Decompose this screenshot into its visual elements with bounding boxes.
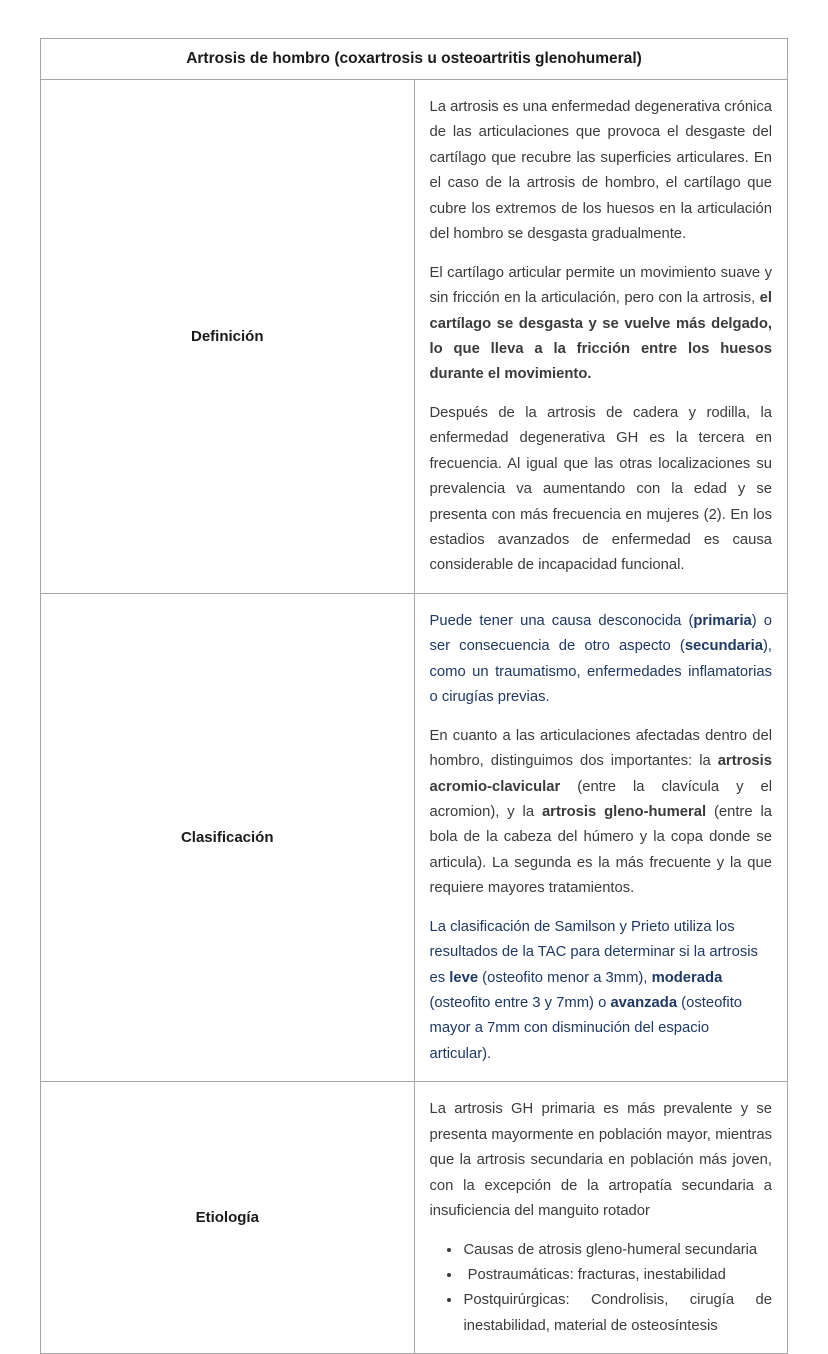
text-run: ) o ser consecuencia de otro aspecto ( <box>429 612 772 655</box>
paragraph <box>430 401 773 579</box>
paragraph <box>430 724 773 902</box>
text-run: (entre la clavícula y el acromion), y la <box>429 778 772 820</box>
bullet-item <box>462 1288 773 1339</box>
text-run: Postquirúrgicas: Condrolisis, cirugía de inestabilidad, material de osteosíntesis <box>463 1292 772 1334</box>
table-body <box>41 39 788 1354</box>
document-table <box>40 38 788 1354</box>
paragraph <box>430 609 773 711</box>
bold-text: avanzada <box>610 995 678 1011</box>
bold-text: artrosis acromio-clavicular <box>429 753 772 795</box>
text-run: El cartílago articular permite un movimiento suave y sin fricción en la articulación, pero con la artrosis, <box>429 264 772 307</box>
text-run: Causas de atrosis gleno-humeral secundaria <box>463 1241 758 1258</box>
row-label: Clasificación <box>41 593 415 1081</box>
text-run: (entre la bola de la cabeza del húmero y la copa donde se articula). La segunda es la más frecuente y la que requiere mayores tratamientos. <box>429 803 772 897</box>
text-run: Después de la artrosis de cadera y rodilla, la enfermedad degenerativa GH es la tercera en frecuencia. Al igual que las otras localizaciones su prevalencia va aumentando con la edad y se presenta con más frecuencia en mujeres (2). En los estadios avanzados de enfermedad es causa considerable de incapacidad funcional. <box>429 404 772 574</box>
text-run: Postraumáticas: fracturas, inestabilidad <box>463 1266 726 1283</box>
row-content <box>414 80 788 594</box>
text-run: La artrosis es una enfermedad degenerativa crónica de las articulaciones que provoca el desgaste del cartílago que recubre las superficies articulares. En el caso de la artrosis de hombro, el cartílago que cubre los extremos de los huesos en la articulación del hombro se desgasta gradualmente. <box>429 99 772 243</box>
bold-text: secundaria <box>684 638 763 655</box>
row-content <box>414 593 788 1081</box>
row-content <box>414 1082 788 1354</box>
table-title: Artrosis de hombro (coxartrosis u osteoartritis glenohumeral) <box>41 39 788 80</box>
paragraph <box>430 261 773 388</box>
bold-text: leve <box>449 969 479 986</box>
table-row <box>41 1082 788 1354</box>
text-run: Puede tener una causa desconocida ( <box>429 612 694 629</box>
text-run: En cuanto a las articulaciones afectadas dentro del hombro, distinguimos dos importantes: la <box>429 727 772 770</box>
table-row <box>41 80 788 594</box>
row-label: Definición <box>41 80 415 594</box>
table-row <box>41 593 788 1081</box>
text-run: ), como un traumatismo, enfermedades inflamatorias o cirugías previas. <box>429 638 772 706</box>
text-run: La clasificación de Samilson y Prieto utiliza los resultados de la TAC para determinar si la artrosis es <box>429 918 758 986</box>
text-run: (osteofito mayor a 7mm con disminución del espacio articular). <box>429 995 743 1062</box>
bullet-item <box>462 1238 773 1263</box>
paragraph <box>430 95 773 248</box>
text-run: (osteofito menor a 3mm), <box>478 969 652 986</box>
paragraph <box>430 915 773 1068</box>
text-run: La artrosis GH primaria es más prevalente y se presenta mayormente en población mayor, mientras que la artrosis secundaria en población más joven, con la excepción de la artropatía secundaria a insuficiencia del manguito rotador <box>429 1101 772 1220</box>
bold-text: el cartílago se desgasta y se vuelve más delgado, lo que lleva a la fricción entre los huesos durante el movimiento. <box>429 290 772 383</box>
bullet-list <box>462 1238 773 1340</box>
text-run: (osteofito entre 3 y 7mm) o <box>429 995 611 1011</box>
title-row <box>41 39 788 80</box>
paragraph <box>430 1097 773 1224</box>
row-label: Etiología <box>41 1082 415 1354</box>
bold-text: artrosis gleno-humeral <box>541 803 707 820</box>
bold-text: primaria <box>693 612 752 629</box>
bold-text: moderada <box>651 969 723 986</box>
bullet-item <box>462 1263 773 1288</box>
